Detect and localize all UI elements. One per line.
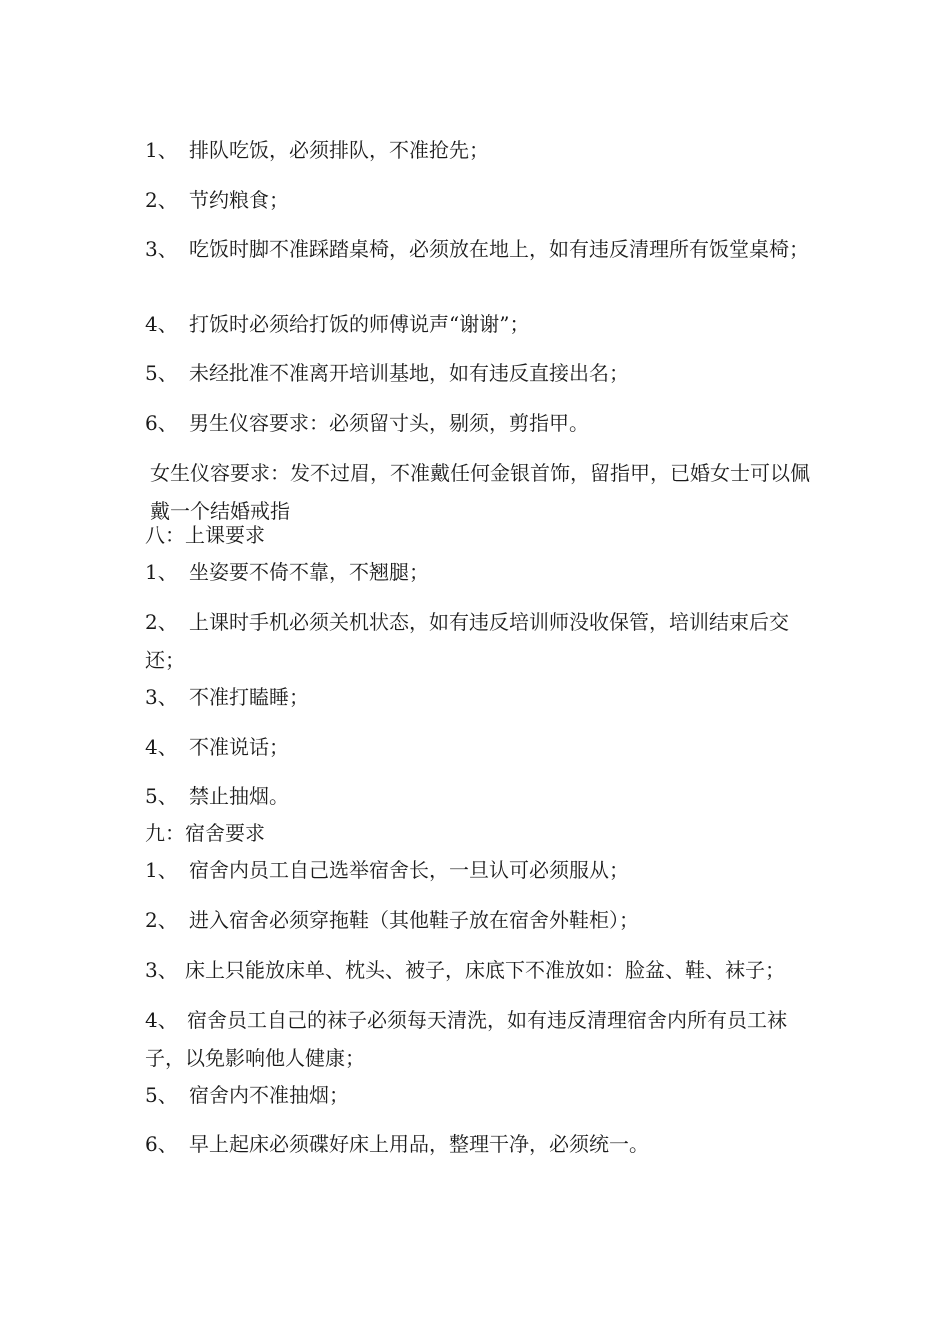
list-item bbox=[145, 728, 815, 766]
item-number: 3、 bbox=[145, 237, 178, 261]
list-item bbox=[145, 404, 815, 442]
section-heading: 八：上课要求 bbox=[145, 523, 265, 547]
list-item bbox=[145, 354, 815, 392]
item-text: 进入宿舍必须穿拖鞋（其他鞋子放在宿舍外鞋柜）； bbox=[189, 908, 639, 932]
item-number: 5、 bbox=[145, 784, 178, 808]
item-text: 打饭时必须给打饭的师傅说声“谢谢”； bbox=[189, 312, 530, 336]
item-text: 床上只能放床单、枕头、被子，床底下不准放如：脸盆、鞋、袜子； bbox=[185, 958, 785, 982]
item-text: 坐姿要不倚不靠，不翘腿； bbox=[189, 560, 429, 584]
item-number: 2、 bbox=[145, 188, 178, 212]
list-item bbox=[145, 181, 815, 219]
item-text: 宿舍员工自己的袜子必须每天清洗，如有违反清理宿舍内所有员工袜子，以免影响他人健康； bbox=[145, 1008, 787, 1070]
list-item bbox=[145, 1001, 815, 1077]
item-text: 吃饭时脚不准踩踏桌椅，必须放在地上，如有违反清理所有饭堂桌椅； bbox=[189, 237, 809, 261]
list-item bbox=[145, 1125, 815, 1163]
item-number: 4、 bbox=[145, 735, 178, 759]
item-number: 4、 bbox=[145, 1008, 178, 1032]
section-heading: 九：宿舍要求 bbox=[145, 821, 265, 845]
item-text: 宿舍内不准抽烟； bbox=[189, 1083, 349, 1107]
item-text: 未经批准不准离开培训基地，如有违反直接出名； bbox=[189, 361, 629, 385]
item-text: 节约粮食； bbox=[189, 188, 289, 212]
item-number: 1、 bbox=[145, 858, 178, 882]
item-number: 5、 bbox=[145, 1083, 178, 1107]
list-item bbox=[145, 305, 815, 343]
item-text: 宿舍内员工自己选举宿舍长，一旦认可必须服从； bbox=[189, 858, 629, 882]
item-number: 1、 bbox=[145, 560, 178, 584]
list-item bbox=[145, 131, 815, 169]
list-item bbox=[145, 951, 815, 989]
list-item bbox=[145, 851, 815, 889]
list-item bbox=[145, 553, 815, 591]
list-item bbox=[145, 678, 815, 716]
item-number: 5、 bbox=[145, 361, 178, 385]
item-number: 2、 bbox=[145, 610, 178, 634]
female-appearance-rule: 女生仪容要求：发不过眉，不准戴任何金银首饰，留指甲，已婚女士可以佩戴一个结婚戒指 bbox=[150, 461, 810, 523]
item-text: 不准说话； bbox=[189, 735, 289, 759]
item-text: 早上起床必须碟好床上用品，整理干净，必须统一。 bbox=[189, 1132, 649, 1156]
item-number: 2、 bbox=[145, 908, 178, 932]
item-text: 禁止抽烟。 bbox=[189, 784, 289, 808]
item-number: 1、 bbox=[145, 138, 178, 162]
list-item bbox=[145, 1076, 815, 1114]
item-text: 上课时手机必须关机状态，如有违反培训师没收保管，培训结束后交还； bbox=[145, 610, 789, 672]
list-item bbox=[145, 603, 815, 679]
list-item bbox=[145, 777, 815, 815]
item-number: 6、 bbox=[145, 411, 178, 435]
list-item bbox=[145, 901, 815, 939]
list-item bbox=[145, 230, 815, 268]
item-number: 3、 bbox=[145, 958, 178, 982]
item-number: 4、 bbox=[145, 312, 178, 336]
item-text: 排队吃饭，必须排队，不准抢先； bbox=[189, 138, 489, 162]
item-text: 不准打瞌睡； bbox=[189, 685, 309, 709]
item-number: 6、 bbox=[145, 1132, 178, 1156]
item-number: 3、 bbox=[145, 685, 178, 709]
item-text: 男生仪容要求：必须留寸头，剔须，剪指甲。 bbox=[189, 411, 589, 435]
